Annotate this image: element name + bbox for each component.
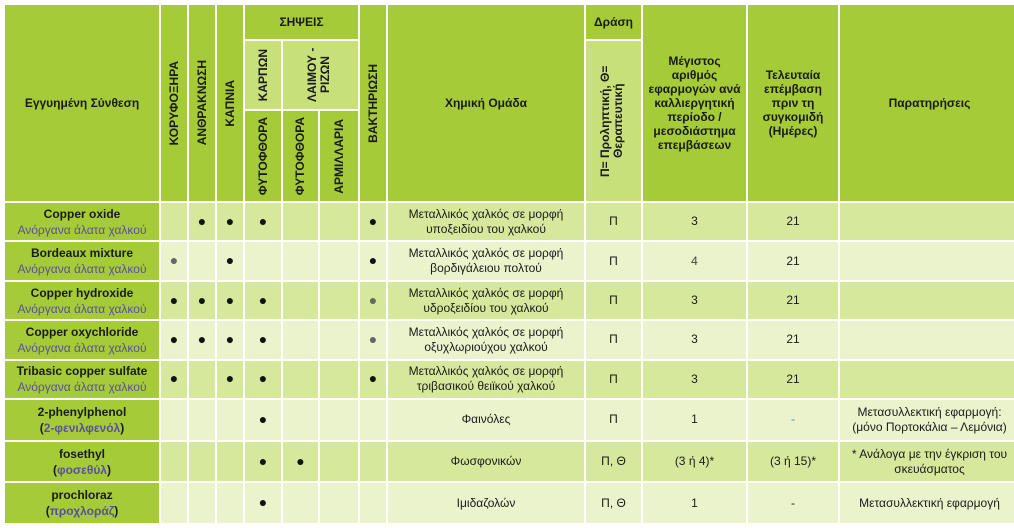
mark-fytofthora-laimou: [283, 242, 318, 279]
chemical-group-cell: Φωσφονικών: [388, 442, 584, 482]
mark-fytofthora-laimou: [283, 203, 318, 240]
chemical-group-cell: Μεταλλικός χαλκός σε μορφή τριβασικού θειϊκού χαλκού: [388, 361, 584, 398]
chemical-group-cell: Φαινόλες: [388, 400, 584, 440]
substance-name-en: fosethyl: [58, 446, 105, 461]
max-apps-cell: 3: [643, 203, 746, 240]
header-remarks: Παρατηρήσεις: [840, 5, 1014, 201]
substance-name-gr: Ανόργανα άλατα χαλκού: [17, 301, 147, 316]
mark-fytofthora-laimou: [283, 282, 318, 319]
max-apps-cell: 3: [643, 282, 746, 319]
chemical-group-cell: Ιμιδαζολών: [388, 483, 584, 523]
remark-cell: * Ανάλογα με την έγκριση του σκευάσματος: [840, 442, 1014, 482]
mark-anthraknosi: [189, 242, 215, 279]
action-cell: Π, Θ: [586, 483, 641, 523]
mark-koryfoxira: ●: [161, 242, 187, 279]
mark-koryfoxira: [161, 442, 187, 482]
substance-name-cell: [5, 282, 159, 319]
mark-kapnia: ●: [217, 203, 243, 240]
header-karpon: ΚΑΡΠΩΝ: [245, 41, 281, 109]
max-apps-cell: 1: [643, 483, 746, 523]
mark-vaktiriosi: ●: [360, 321, 386, 358]
chemical-group-cell: Μεταλλικός χαλκός σε μορφή υποξειδίου του χαλκού: [388, 203, 584, 240]
substance-name-gr: Ανόργανα άλατα χαλκού: [17, 222, 147, 237]
chemical-group-cell: Μεταλλικός χαλκός σε μορφή υδροξειδίου του χαλκού: [388, 282, 584, 319]
mark-anthraknosi: ●: [189, 282, 215, 319]
substance-name-en: Copper oxide: [43, 206, 121, 221]
header-action: Δράση: [586, 5, 641, 39]
substance-name-gr: Ανόργανα άλατα χαλκού: [17, 262, 147, 277]
mark-fytofthora-laimou: [283, 361, 318, 398]
mark-fytofthora-karpon: ●: [245, 203, 281, 240]
substance-name-gr: (φοσεθύλ): [53, 462, 111, 477]
mark-armillaria: [320, 242, 358, 279]
mark-fytofthora-laimou: [283, 400, 318, 440]
action-cell: Π: [586, 203, 641, 240]
header-vaktiriosi: ΒΑΚΤΗΡΙΩΣΗ: [360, 5, 386, 201]
mark-koryfoxira: [161, 203, 187, 240]
mark-armillaria: [320, 400, 358, 440]
mark-kapnia: ●: [217, 361, 243, 398]
mark-koryfoxira: ●: [161, 361, 187, 398]
mark-vaktiriosi: [360, 442, 386, 482]
action-cell: Π: [586, 321, 641, 358]
mark-armillaria: [320, 483, 358, 523]
table-row: [5, 442, 1014, 482]
mark-koryfoxira: ●: [161, 282, 187, 319]
mark-kapnia: ●: [217, 242, 243, 279]
remark-cell: Μετασυλλεκτική εφαρμογή: (μόνο Πορτοκάλια – Λεμόνια): [840, 400, 1014, 440]
header-chemical-group: Χημική Ομάδα: [388, 5, 584, 201]
mark-kapnia: [217, 442, 243, 482]
action-cell: Π: [586, 282, 641, 319]
header-armillaria: ΑΡΜΙΛΛΑΡΙΑ: [320, 111, 358, 201]
substance-name-cell: [5, 442, 159, 482]
header-action-legend: Π= Προληπτική, Θ= Θεραπευτική: [586, 41, 641, 201]
header-koryfoxira: ΚΟΡΥΦΟΞΗΡΑ: [161, 5, 187, 201]
remark-cell: [840, 203, 1014, 240]
max-apps-cell: 4: [643, 242, 746, 279]
remark-cell: [840, 282, 1014, 319]
mark-koryfoxira: [161, 400, 187, 440]
mark-anthraknosi: [189, 361, 215, 398]
mark-armillaria: [320, 282, 358, 319]
mark-kapnia: [217, 400, 243, 440]
remark-cell: [840, 242, 1014, 279]
mark-fytofthora-laimou: [283, 321, 318, 358]
action-cell: Π: [586, 400, 641, 440]
remark-cell: [840, 321, 1014, 358]
mark-armillaria: [320, 442, 358, 482]
table-row: [5, 242, 1014, 279]
mark-anthraknosi: [189, 483, 215, 523]
chemical-group-cell: Μεταλλικός χαλκός σε μορφή οξυχλωριούχου χαλκού: [388, 321, 584, 358]
mark-kapnia: ●: [217, 282, 243, 319]
chemical-group-cell: Μεταλλικός χαλκός σε μορφή βορδιγάλειου πολτού: [388, 242, 584, 279]
table-row: [5, 282, 1014, 319]
table-row: [5, 203, 1014, 240]
header-fytofthora-2: ΦΥΤΟΦΘΟΡΑ: [283, 111, 318, 201]
header-fytofthora-1: ΦΥΤΟΦΘΟΡΑ: [245, 111, 281, 201]
mark-anthraknosi: ●: [189, 203, 215, 240]
mark-fytofthora-karpon: ●: [245, 483, 281, 523]
mark-fytofthora-karpon: [245, 242, 281, 279]
mark-fytofthora-karpon: ●: [245, 442, 281, 482]
substance-name-en: Tribasic copper sulfate: [16, 364, 148, 379]
mark-vaktiriosi: ●: [360, 282, 386, 319]
mark-vaktiriosi: ●: [360, 361, 386, 398]
max-apps-cell: 3: [643, 361, 746, 398]
header-anthraknosi: ΑΝΘΡΑΚΝΩΣΗ: [189, 5, 215, 201]
mark-vaktiriosi: [360, 400, 386, 440]
header-sipseis: ΣΗΨΕΙΣ: [245, 5, 358, 39]
mark-vaktiriosi: ●: [360, 242, 386, 279]
substance-name-cell: [5, 321, 159, 358]
substance-name-cell: [5, 483, 159, 523]
substance-name-cell: [5, 400, 159, 440]
mark-armillaria: [320, 321, 358, 358]
last-app-cell: 21: [748, 321, 838, 358]
last-app-cell: 21: [748, 203, 838, 240]
header-laimorizon: ΛΑΙΜΟΥ - ΡΙΖΩΝ: [283, 41, 358, 109]
last-app-cell: 21: [748, 361, 838, 398]
substance-name-en: Copper hydroxide: [30, 285, 134, 300]
table-row: [5, 400, 1014, 440]
last-app-cell: 21: [748, 282, 838, 319]
max-apps-cell: (3 ή 4)*: [643, 442, 746, 482]
substance-name-en: 2-phenylphenol: [37, 404, 127, 419]
action-cell: Π, Θ: [586, 442, 641, 482]
substance-name-cell: [5, 203, 159, 240]
substance-name-en: Bordeaux mixture: [30, 246, 134, 261]
mark-koryfoxira: ●: [161, 321, 187, 358]
substance-name-en: prochloraz: [51, 488, 113, 503]
substance-name-cell: [5, 242, 159, 279]
substance-name-cell: [5, 361, 159, 398]
mark-vaktiriosi: [360, 483, 386, 523]
substance-name-en: Copper oxychloride: [25, 324, 139, 339]
table-row: [5, 321, 1014, 358]
header-kapnia: ΚΑΠΝΙΑ: [217, 5, 243, 201]
mark-kapnia: ●: [217, 321, 243, 358]
last-app-cell: 21: [748, 242, 838, 279]
substance-name-gr: Ανόργανα άλατα χαλκού: [17, 340, 147, 355]
action-cell: Π: [586, 361, 641, 398]
header-composition: Εγγυημένη Σύνθεση: [5, 5, 159, 201]
mark-fytofthora-karpon: ●: [245, 361, 281, 398]
mark-armillaria: [320, 361, 358, 398]
mark-anthraknosi: ●: [189, 321, 215, 358]
max-apps-cell: 1: [643, 400, 746, 440]
last-app-cell: -: [748, 483, 838, 523]
mark-vaktiriosi: ●: [360, 203, 386, 240]
max-apps-cell: 3: [643, 321, 746, 358]
header-last-app: Τελευταία επέμβαση πριν τη συγκομιδή (Ημέρες): [748, 5, 838, 201]
mark-fytofthora-karpon: ●: [245, 400, 281, 440]
fungicide-table: [3, 3, 1014, 525]
table-row: [5, 361, 1014, 398]
mark-fytofthora-laimou: ●: [283, 442, 318, 482]
substance-name-gr: (2-φενιλφενόλ): [39, 420, 125, 435]
header-max-apps: Μέγιστος αριθμός εφαρμογών ανά καλλιεργητική περίοδο / μεσοδιάστημα επεμβάσεων: [643, 5, 746, 201]
last-app-cell: -: [748, 400, 838, 440]
mark-fytofthora-laimou: [283, 483, 318, 523]
table-row: [5, 483, 1014, 523]
substance-name-gr: (προχλοράζ): [45, 504, 119, 519]
mark-anthraknosi: [189, 400, 215, 440]
mark-fytofthora-karpon: ●: [245, 321, 281, 358]
mark-fytofthora-karpon: ●: [245, 282, 281, 319]
substance-name-gr: Ανόργανα άλατα χαλκού: [17, 380, 147, 395]
mark-anthraknosi: [189, 442, 215, 482]
remark-cell: [840, 361, 1014, 398]
mark-koryfoxira: [161, 483, 187, 523]
mark-kapnia: [217, 483, 243, 523]
last-app-cell: (3 ή 15)*: [748, 442, 838, 482]
remark-cell: Μετασυλλεκτική εφαρμογή: [840, 483, 1014, 523]
mark-armillaria: [320, 203, 358, 240]
action-cell: Π: [586, 242, 641, 279]
